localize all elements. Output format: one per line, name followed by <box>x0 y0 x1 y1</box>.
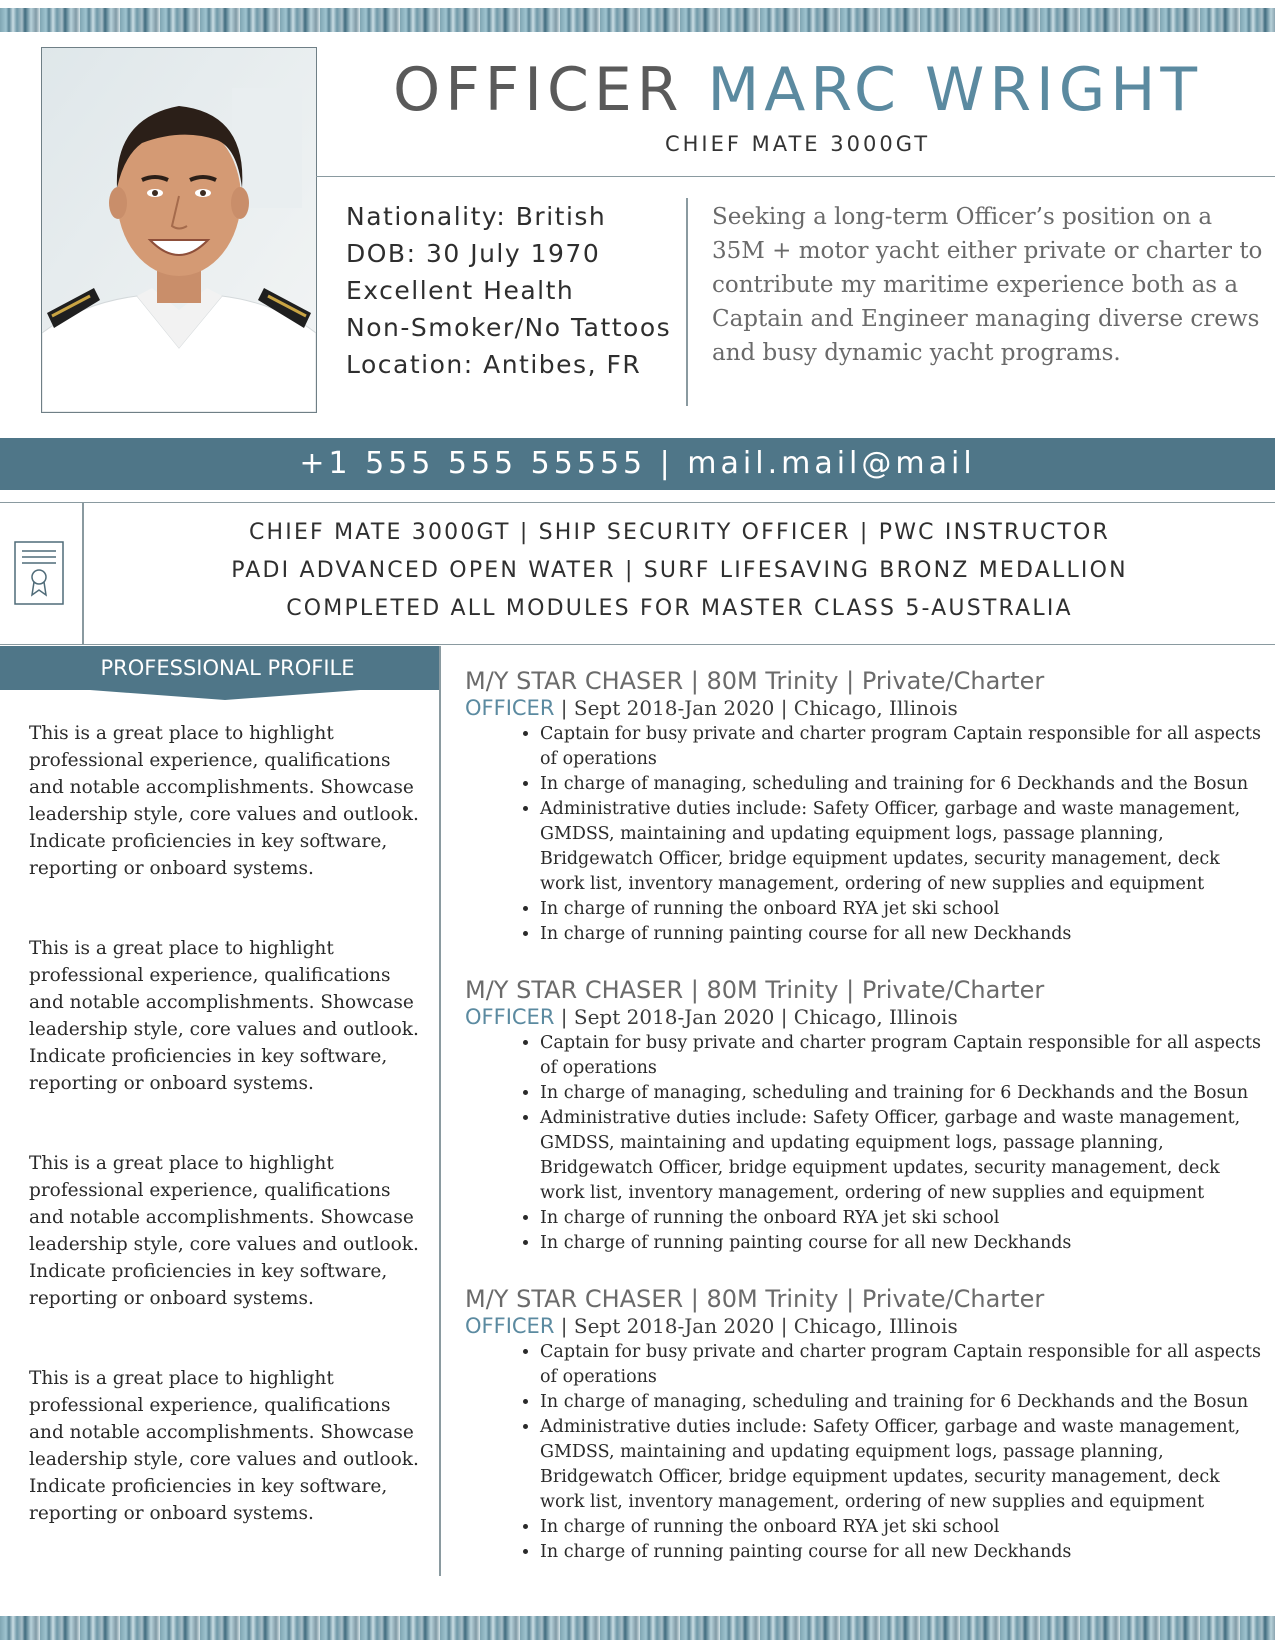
profile-photo <box>41 47 317 413</box>
profile-paragraph: This is a great place to highlight professional experience, qualifications and notable accomplishments. Showcase leadership style, core values and outlook. Indicate proficiencies in key software, reporting or onboard systems. <box>29 938 419 1094</box>
job-duty: • Captain for busy private and charter program Captain responsible for all aspects of operations <box>540 1340 1265 1390</box>
job-role: OFFICER <box>465 696 555 720</box>
certificate-icon <box>14 541 64 605</box>
experience-entry <box>465 666 1265 947</box>
profile-heading-arrow <box>90 690 360 700</box>
job-duty: • Captain for busy private and charter program Captain responsible for all aspects of operations <box>540 1031 1265 1081</box>
job-duties <box>465 722 1265 947</box>
personal-facts <box>346 198 671 383</box>
job-meta <box>465 696 1265 720</box>
candidate-name <box>320 55 1275 125</box>
certifications-bottom-rule <box>0 644 1275 645</box>
job-duties <box>465 1340 1265 1565</box>
job-role: OFFICER <box>465 1005 555 1029</box>
profile-paragraph: This is a great place to highlight professional experience, qualifications and notable accomplishments. Showcase leadership style, core values and outlook. Indicate proficiencies in key software, reporting or onboard systems. <box>29 1153 419 1309</box>
certification-line: CHIEF MATE 3000GT | SHIP SECURITY OFFICER | PWC INSTRUCTOR <box>248 520 1111 545</box>
profile-paragraph: This is a great place to highlight professional experience, qualifications and notable accomplishments. Showcase leadership style, core values and outlook. Indicate proficiencies in key software, reporting or onboard systems. <box>29 1368 419 1524</box>
job-details: | Sept 2018-Jan 2020 | Chicago, Illinois <box>560 1314 958 1338</box>
fact-location: Location: Antibes, FR <box>346 350 642 379</box>
job-details: | Sept 2018-Jan 2020 | Chicago, Illinois <box>560 696 958 720</box>
name-prefix: OFFICER <box>393 55 684 125</box>
candidate-title: CHIEF MATE 3000GT <box>664 132 931 156</box>
job-duty: • In charge of running the onboard RYA jet ski school <box>540 1206 1265 1231</box>
job-duty: • In charge of managing, scheduling and training for 6 Deckhands and the Bosun <box>540 1390 1265 1415</box>
job-duty: • In charge of managing, scheduling and training for 6 Deckhands and the Bosun <box>540 772 1265 797</box>
job-title: M/Y STAR CHASER | 80M Trinity | Private/Charter <box>465 667 1045 695</box>
certifications-list <box>84 514 1275 628</box>
job-title: M/Y STAR CHASER | 80M Trinity | Private/Charter <box>465 976 1045 1004</box>
certification-line: PADI ADVANCED OPEN WATER | SURF LIFESAVING BRONZ MEDALLION <box>231 558 1128 583</box>
career-objective: Seeking a long-term Officer’s position on a 35M + motor yacht either private or charter to contribute my maritime experience both as a Captain and Engineer managing diverse crews and busy dynamic yacht programs. <box>712 204 1263 366</box>
job-duty: • In charge of running the onboard RYA jet ski school <box>540 897 1265 922</box>
top-decorative-stripe <box>0 8 1275 32</box>
job-meta <box>465 1314 1265 1338</box>
fact-health: Excellent Health <box>346 276 575 305</box>
experience-entry <box>465 975 1265 1256</box>
job-duty: • Administrative duties include: Safety Officer, garbage and waste management, GMDSS, maintaining and updating equipment logs, passage planning, Bridgewatch Officer, bridge equipment updates, security management, deck work list, inventory management, ordering of new supplies and equipment <box>540 797 1265 897</box>
job-title: M/Y STAR CHASER | 80M Trinity | Private/Charter <box>465 1285 1045 1313</box>
header-divider <box>316 176 1275 177</box>
profile-heading: PROFESSIONAL PROFILE <box>0 646 439 690</box>
job-duty: • In charge of running painting course for all new Deckhands <box>540 922 1265 947</box>
bottom-decorative-stripe <box>0 1616 1275 1640</box>
job-duty: • Administrative duties include: Safety Officer, garbage and waste management, GMDSS, maintaining and updating equipment logs, passage planning, Bridgewatch Officer, bridge equipment updates, security management, deck work list, inventory management, ordering of new supplies and equipment <box>540 1106 1265 1206</box>
contact-bar[interactable]: +1 555 555 55555 | mail.mail@mail <box>0 438 1275 490</box>
column-divider <box>439 646 441 1576</box>
job-details: | Sept 2018-Jan 2020 | Chicago, Illinois <box>560 1005 958 1029</box>
job-duty: • Administrative duties include: Safety Officer, garbage and waste management, GMDSS, maintaining and updating equipment logs, passage planning, Bridgewatch Officer, bridge equipment updates, security management, deck work list, inventory management, ordering of new supplies and equipment <box>540 1415 1265 1515</box>
header-vertical-divider <box>686 198 688 406</box>
certifications-top-rule <box>0 502 1275 503</box>
fact-nationality: Nationality: British <box>346 202 607 231</box>
job-duty: • In charge of running the onboard RYA jet ski school <box>540 1515 1265 1540</box>
fact-smoker: Non-Smoker/No Tattoos <box>346 313 672 342</box>
job-meta <box>465 1005 1265 1029</box>
job-duty: • In charge of running painting course for all new Deckhands <box>540 1231 1265 1256</box>
certification-line: COMPLETED ALL MODULES FOR MASTER CLASS 5-AUSTRALIA <box>286 596 1073 621</box>
name-main: MARC WRIGHT <box>707 55 1202 125</box>
job-duty: • Captain for busy private and charter program Captain responsible for all aspects of operations <box>540 722 1265 772</box>
job-duties <box>465 1031 1265 1256</box>
experience-entry <box>465 1284 1265 1565</box>
job-duty: • In charge of running painting course for all new Deckhands <box>540 1540 1265 1565</box>
profile-paragraph: This is a great place to highlight professional experience, qualifications and notable accomplishments. Showcase leadership style, core values and outlook. Indicate proficiencies in key software, reporting or onboard systems. <box>29 723 419 879</box>
fact-dob: DOB: 30 July 1970 <box>346 239 601 268</box>
job-role: OFFICER <box>465 1314 555 1338</box>
job-duty: • In charge of managing, scheduling and training for 6 Deckhands and the Bosun <box>540 1081 1265 1106</box>
